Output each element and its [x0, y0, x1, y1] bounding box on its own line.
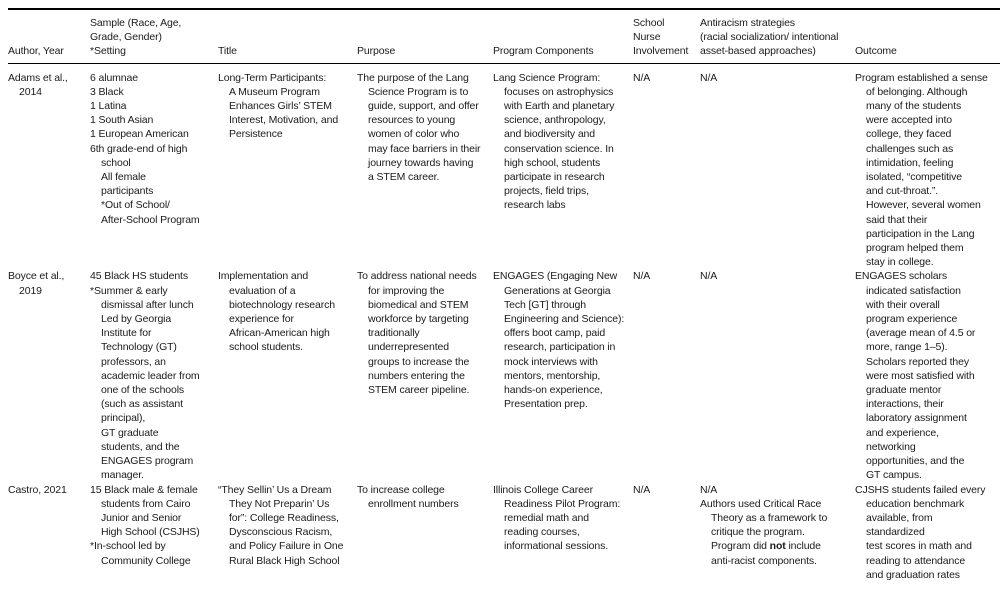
text-line: participation in the Lang	[866, 227, 975, 240]
text-line: Title	[218, 45, 237, 58]
text-line: *Setting	[90, 45, 126, 58]
text-line: “They Sellin’ Us a Dream	[218, 483, 332, 496]
text-line: N/A	[700, 270, 718, 283]
text-line: students, and the	[101, 440, 180, 453]
text-line: To increase college	[357, 483, 445, 496]
text-line: Lang Science Program:	[493, 71, 601, 84]
text-line: were most satisfied with	[866, 369, 975, 382]
row2-nurse-cell	[633, 269, 700, 482]
text-line: *In-school led by	[90, 540, 166, 553]
text-line: 6 alumnae	[90, 71, 138, 84]
text-line: research labs	[504, 199, 566, 212]
text-line: experience for	[229, 313, 294, 326]
text-line: challenges such as	[866, 142, 954, 155]
text-line: *Out of School/	[101, 199, 170, 212]
text-line: and experience,	[866, 426, 939, 439]
text-line: a STEM career.	[368, 171, 440, 184]
text-line: anti-racist components.	[711, 554, 817, 567]
text-line: mock interviews with	[504, 355, 598, 368]
row1-components-cell	[493, 64, 633, 270]
text-line: Grade, Gender)	[90, 31, 162, 44]
text-line: opportunities, and the	[866, 455, 965, 468]
text-line: said that their	[866, 213, 928, 226]
text-line: Theory as a framework to	[711, 511, 828, 524]
text-line: for improving the	[368, 284, 445, 297]
text-line: Scholars reported they	[866, 355, 970, 368]
text-line: reading courses,	[504, 526, 580, 539]
text-line: for”: College Readiness,	[229, 511, 339, 524]
text-line: Implementation and	[218, 270, 309, 283]
text-line: groups to increase the	[368, 355, 470, 368]
row2-antiracism-cell	[700, 269, 855, 482]
text-line: 6th grade-end of high	[90, 142, 188, 155]
text-line: CJSHS students failed every	[855, 483, 986, 496]
text-line: STEM career pipeline.	[368, 384, 470, 397]
row2-author-year-cell	[8, 269, 90, 482]
text-line: Outcome	[855, 45, 897, 58]
text-line: science, anthropology,	[504, 114, 606, 127]
text-line: Program established a sense	[855, 71, 988, 84]
text-line: Enhances Girls’ STEM	[229, 100, 332, 113]
text-line: available, from	[866, 511, 933, 524]
text-line: 1 European American	[90, 128, 189, 141]
text-line: Technology (GT)	[101, 341, 177, 354]
row2-title-cell	[218, 269, 357, 482]
text-line: Adams et al.,	[8, 71, 68, 84]
text-line: Tech [GT] through	[504, 298, 587, 311]
text-line: 2014	[19, 85, 42, 98]
text-line: Purpose	[357, 45, 396, 58]
text-line: one of the schools	[101, 384, 185, 397]
header-title	[218, 38, 357, 62]
text-line: journey towards having	[368, 156, 474, 169]
row2-sample-cell	[90, 269, 218, 482]
text-line: professors, an	[101, 355, 166, 368]
text-line: resources to young	[368, 114, 456, 127]
row3-purpose-cell	[357, 483, 493, 582]
text-line: biomedical and STEM	[368, 298, 469, 311]
text-line: Engineering and Science):	[504, 313, 625, 326]
row3-outcome-cell	[855, 483, 1000, 582]
text-line: traditionally	[368, 327, 420, 340]
text-line: (such as assistant	[101, 398, 183, 411]
text-line: workforce by targeting	[368, 313, 469, 326]
text-line: ENGAGES scholars	[855, 270, 948, 283]
literature-review-table	[8, 8, 1000, 582]
row3-title-cell	[218, 483, 357, 582]
text-line: many of the students	[866, 100, 962, 113]
text-line: participants	[101, 185, 154, 198]
text-line: with their overall	[866, 298, 940, 311]
text-line: Program Components	[493, 45, 594, 58]
text-line: Illinois College Career	[493, 483, 593, 496]
table-row-castro-2021	[8, 483, 1000, 582]
header-school-nurse-involvement	[633, 10, 700, 63]
text-line: informational sessions.	[504, 540, 609, 553]
row1-author-year-cell	[8, 64, 90, 270]
text-line: N/A	[633, 270, 651, 283]
text-line: school students.	[229, 341, 303, 354]
header-author-year	[8, 38, 90, 62]
text-line: asset-based approaches)	[700, 45, 816, 58]
text-line: intimidation, feeling	[866, 156, 954, 169]
text-line: A Museum Program	[229, 85, 320, 98]
row2-purpose-cell	[357, 269, 493, 482]
row2-outcome-cell	[855, 269, 1000, 482]
row1-nurse-cell	[633, 64, 700, 270]
text-line: critique the program.	[711, 526, 805, 539]
text-line: N/A	[700, 71, 718, 84]
text-line: underrepresented	[368, 341, 449, 354]
text-line: All female	[101, 171, 146, 184]
text-line: isolated, “competitive	[866, 171, 962, 184]
text-line: African-American high	[229, 327, 330, 340]
text-line: Rural Black High School	[229, 554, 340, 567]
text-line: *Summer & early	[90, 284, 168, 297]
text-line: biotechnology research	[229, 298, 335, 311]
text-line: Sample (Race, Age,	[90, 17, 182, 29]
text-line: college, they faced	[866, 128, 952, 141]
row3-nurse-cell	[633, 483, 700, 582]
text-line: Science Program is to	[368, 85, 469, 98]
text-line: Long-Term Participants:	[218, 71, 327, 84]
text-line: manager.	[101, 469, 144, 482]
text-line: Persistence	[229, 128, 283, 141]
text-line: and cut-throat.”.	[866, 185, 939, 198]
text-line: (average mean of 4.5 or	[866, 327, 976, 340]
text-line: 3 Black	[90, 85, 124, 98]
text-line: Readiness Pilot Program:	[504, 497, 621, 510]
text-line: laboratory assignment	[866, 412, 967, 425]
text-line: enrollment numbers	[368, 497, 459, 510]
row2-components-cell	[493, 269, 633, 482]
text-line: numbers entering the	[368, 369, 465, 382]
text-line: dismissal after lunch	[101, 298, 194, 311]
text-line: 2019	[19, 284, 42, 297]
text-line: of belonging. Although	[866, 85, 968, 98]
text-line: interactions, their	[866, 398, 944, 411]
text-line: Generations at Georgia	[504, 284, 611, 297]
text-line: Program did not include	[711, 540, 821, 553]
text-line: Boyce et al.,	[8, 270, 65, 283]
table-row-boyce-2019	[8, 269, 1000, 482]
text-line: Involvement	[633, 45, 689, 58]
text-line: more, range 1–5).	[866, 341, 948, 354]
text-line: Castro, 2021	[8, 483, 67, 496]
text-line: test scores in math and	[866, 540, 972, 553]
text-line: school	[101, 156, 131, 169]
row3-antiracism-cell	[700, 483, 855, 582]
text-line: 45 Black HS students	[90, 270, 188, 283]
text-line: program experience	[866, 313, 958, 326]
header-outcome	[855, 38, 1000, 62]
text-line: However, several women	[866, 199, 981, 212]
text-line: evaluation of a	[229, 284, 296, 297]
text-line: To address national needs	[357, 270, 477, 283]
row1-antiracism-cell	[700, 64, 855, 270]
row1-sample-cell	[90, 64, 218, 270]
row1-title-cell	[218, 64, 357, 270]
text-line: Author, Year	[8, 45, 64, 58]
text-line: 1 Latina	[90, 100, 127, 113]
text-line: academic leader from	[101, 369, 200, 382]
paper-page	[0, 8, 1000, 594]
table-row-adams-2014	[8, 64, 1000, 270]
text-line: remedial math and	[504, 511, 589, 524]
row1-outcome-cell	[855, 64, 1000, 270]
text-line: may face barriers in their	[368, 142, 481, 155]
text-line: indicated satisfaction	[866, 284, 961, 297]
text-line: high school, students	[504, 156, 601, 169]
text-line: focuses on astrophysics	[504, 85, 614, 98]
text-line: Authors used Critical Race	[700, 497, 822, 510]
text-line: and biodiversity and	[504, 128, 595, 141]
header-program-components	[493, 38, 633, 62]
text-line: Community College	[101, 554, 191, 567]
row3-sample-cell	[90, 483, 218, 582]
text-line: projects, field trips,	[504, 185, 589, 198]
text-line: participate in research	[504, 171, 605, 184]
text-line: graduate mentor	[866, 384, 942, 397]
text-line: were accepted into	[866, 114, 952, 127]
text-line: hands-on experience,	[504, 384, 603, 397]
text-line: 15 Black male & female	[90, 483, 198, 496]
text-line: Nurse	[633, 31, 661, 44]
text-line: and Policy Failure in One	[229, 540, 344, 553]
text-line: Junior and Senior	[101, 511, 182, 524]
text-line: education benchmark	[866, 497, 965, 510]
text-line: with Earth and planetary	[504, 100, 615, 113]
text-line: offers boot camp, paid	[504, 327, 606, 340]
text-line: N/A	[633, 483, 651, 496]
text-line: ENGAGES program	[101, 455, 194, 468]
text-line: High School (CSJHS)	[101, 526, 200, 539]
row3-author-year-cell	[8, 483, 90, 582]
text-line: reading to attendance	[866, 554, 966, 567]
text-line: Antiracism strategies	[700, 17, 795, 29]
text-line: and graduation rates	[866, 568, 960, 581]
table-header-row	[8, 10, 1000, 64]
row3-components-cell	[493, 483, 633, 582]
text-line: Led by Georgia	[101, 313, 172, 326]
text-line: program helped them	[866, 242, 964, 255]
text-line: women of color who	[368, 128, 460, 141]
text-line: N/A	[633, 71, 651, 84]
header-sample-setting	[90, 10, 218, 63]
header-antiracism-strategies	[700, 10, 855, 63]
text-line: mentors, mentorship,	[504, 369, 601, 382]
row1-purpose-cell	[357, 64, 493, 270]
text-line: conservation science. In	[504, 142, 614, 155]
text-line: guide, support, and offer	[368, 100, 479, 113]
header-purpose	[357, 38, 493, 62]
text-line: networking	[866, 440, 916, 453]
text-line: Presentation prep.	[504, 398, 588, 411]
text-line: standardized	[866, 526, 925, 539]
text-line: The purpose of the Lang	[357, 71, 469, 84]
text-line: 1 South Asian	[90, 114, 154, 127]
text-line: (racial socialization/ intentional	[700, 31, 839, 44]
text-line: Interest, Motivation, and	[229, 114, 339, 127]
text-line: students from Cairo	[101, 497, 191, 510]
text-line: Institute for	[101, 327, 152, 340]
text-line: Dysconscious Racism,	[229, 526, 333, 539]
text-line: They Not Preparin’ Us	[229, 497, 330, 510]
text-line: School	[633, 17, 665, 29]
text-line: research, participation in	[504, 341, 616, 354]
text-line: GT campus.	[866, 469, 922, 482]
text-line: ENGAGES (Engaging New	[493, 270, 618, 283]
text-line: GT graduate	[101, 426, 159, 439]
text-line: stay in college.	[866, 256, 934, 269]
text-line: N/A	[700, 483, 718, 496]
text-line: principal),	[101, 412, 146, 425]
text-line: After-School Program	[101, 213, 200, 226]
